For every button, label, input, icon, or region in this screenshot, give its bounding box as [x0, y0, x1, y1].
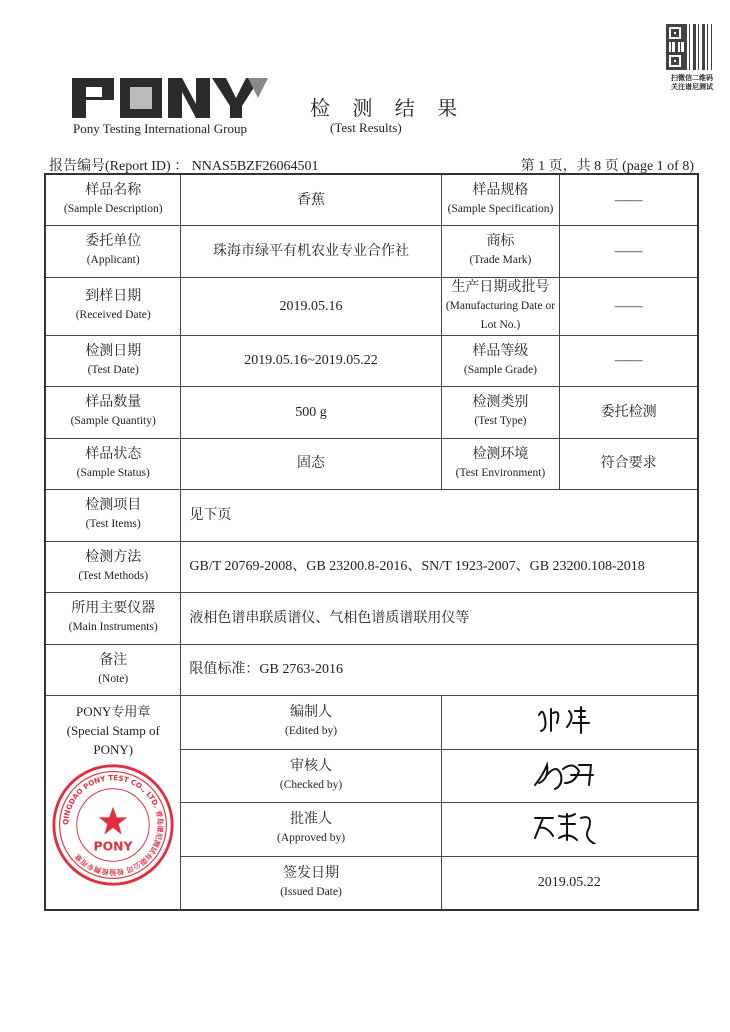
label-cn: 备注 [99, 651, 128, 668]
label-cn: 样品数量 [85, 394, 142, 411]
qr-caption-line: 关注谱尼测试 [671, 83, 713, 91]
field-label [441, 335, 560, 387]
field-value: 2019.05.16~2019.05.22 [181, 335, 441, 387]
field-label [45, 226, 181, 278]
field-label [441, 387, 560, 439]
signature [441, 803, 698, 857]
label-en: (Manufacturing Date or Lot No.) [445, 299, 556, 331]
label-cn: 样品名称 [85, 182, 142, 198]
seal-ring-text: QINGDAO PONY TEST CO., LTD. 青岛谱尼测试有限公司 检验检测专用章 [61, 773, 166, 877]
label-cn: 检测日期 [85, 342, 142, 359]
page-number: 第 1 页，共 8 页 (page 1 of 8) [520, 159, 694, 174]
label-cn: 检测环境 [472, 445, 529, 462]
label-en: (Applicant) [86, 254, 140, 267]
table-row [45, 593, 698, 645]
table-row [45, 277, 698, 335]
label-cn: 样品规格 [472, 182, 529, 198]
field-value: 见下页 [181, 490, 698, 542]
signature [441, 749, 698, 803]
field-label [441, 438, 560, 490]
field-label [45, 490, 181, 542]
field-label [441, 277, 560, 335]
field-value: 2019.05.16 [181, 277, 441, 335]
table-row [45, 174, 698, 226]
qr-caption-line: 扫微信二维码 [671, 74, 713, 82]
label-en: (Sample Grade) [463, 363, 537, 376]
stamp-cell [45, 696, 181, 910]
seal-logo-text: PONY [93, 838, 133, 854]
label-en: (Note) [98, 672, 129, 685]
stamp-label-cn: PONY专用章 [76, 704, 151, 719]
label-en: (Test Methods) [78, 569, 149, 582]
field-value: 限值标准：GB 2763-2016 [181, 644, 698, 696]
label-cn: 委托单位 [85, 233, 142, 250]
field-label [441, 226, 560, 278]
field-value: 香蕉 [181, 174, 441, 226]
label-cn: 检测方法 [85, 548, 142, 565]
results-table [44, 173, 699, 911]
label-cn: 商标 [486, 233, 515, 250]
label-cn: 生产日期或批号 [451, 278, 550, 295]
label-cn: 检测类别 [472, 394, 529, 411]
label-en: (Test Date) [87, 363, 139, 376]
label-en: (Edited by) [284, 725, 338, 738]
document-title: 检 测 结 果 [310, 96, 466, 120]
label-cn: 所用主要仪器 [71, 600, 156, 617]
table-row [45, 644, 698, 696]
signature [441, 696, 698, 750]
issued-date-value: 2019.05.22 [537, 875, 601, 890]
report-id: 报告编号(Report ID) ： NNAS5BZF26064501 [49, 159, 319, 174]
official-seal [51, 763, 175, 887]
field-label [45, 335, 181, 387]
qr-code [666, 24, 712, 70]
label-cn: 签发日期 [283, 864, 340, 881]
label-en: (Sample Description) [63, 203, 163, 215]
label-en: (Main Instruments) [68, 621, 158, 634]
group-name: Pony Testing International Group [73, 121, 247, 136]
label-en: (Checked by) [279, 778, 343, 791]
label-cn: 批准人 [290, 811, 333, 828]
table-row [45, 335, 698, 387]
table-row [45, 387, 698, 439]
label-en: (Approved by) [277, 832, 346, 845]
qr-caption [662, 74, 722, 92]
field-value: 委托检测 [560, 387, 698, 439]
signature-label [181, 856, 441, 910]
signature-label [181, 803, 441, 857]
label-cn: 样品状态 [85, 445, 142, 462]
field-label [441, 174, 560, 226]
field-value: 液相色谱串联质谱仪、气相色谱质谱联用仪等 [181, 593, 698, 645]
handwritten-signature [529, 808, 609, 844]
label-en: (Test Type) [474, 415, 527, 428]
field-label [45, 541, 181, 593]
handwritten-signature [529, 701, 609, 737]
label-en: (Sample Quantity) [70, 415, 156, 428]
label-cn: 样品等级 [472, 342, 529, 359]
field-value: —— [560, 174, 698, 226]
field-value: —— [560, 335, 698, 387]
document-subtitle: (Test Results) [330, 120, 402, 135]
table-row [45, 490, 698, 542]
signature-label [181, 696, 441, 750]
stamp-label-en: PONY) [93, 742, 134, 757]
label-en: (Trade Mark) [469, 254, 532, 267]
label-en: (Test Environment) [455, 466, 546, 479]
signature-row [45, 696, 698, 750]
field-label [45, 644, 181, 696]
field-value: GB/T 20769-2008、GB 23200.8-2016、SN/T 1923-2007、GB 23200.108-2018 [181, 541, 698, 593]
label-cn: 检测项目 [85, 497, 142, 514]
field-value: 500 g [181, 387, 441, 439]
signature-label [181, 749, 441, 803]
stamp-label-en: (Special Stamp of [66, 723, 160, 738]
label-en: (Sample Status) [76, 466, 150, 479]
field-label [45, 438, 181, 490]
label-en: (Test Items) [85, 518, 141, 531]
handwritten-signature [529, 755, 609, 791]
label-en: (Sample Specification) [447, 203, 554, 215]
table-row [45, 541, 698, 593]
field-value: 珠海市绿平有机农业专业合作社 [181, 226, 441, 278]
label-cn: 到样日期 [85, 288, 142, 304]
field-label [45, 277, 181, 335]
table-row [45, 226, 698, 278]
label-en: (Issued Date) [280, 885, 342, 898]
pony-logo [72, 76, 272, 120]
field-label [45, 174, 181, 226]
field-label [45, 387, 181, 439]
label-cn: 编制人 [290, 704, 333, 721]
field-value: —— [560, 277, 698, 335]
label-cn: 审核人 [290, 757, 333, 774]
field-value: 符合要求 [560, 438, 698, 490]
field-label [45, 593, 181, 645]
field-value: —— [560, 226, 698, 278]
field-value: 固态 [181, 438, 441, 490]
issued-date [441, 856, 698, 910]
table-row [45, 438, 698, 490]
label-en: (Received Date) [75, 309, 151, 321]
